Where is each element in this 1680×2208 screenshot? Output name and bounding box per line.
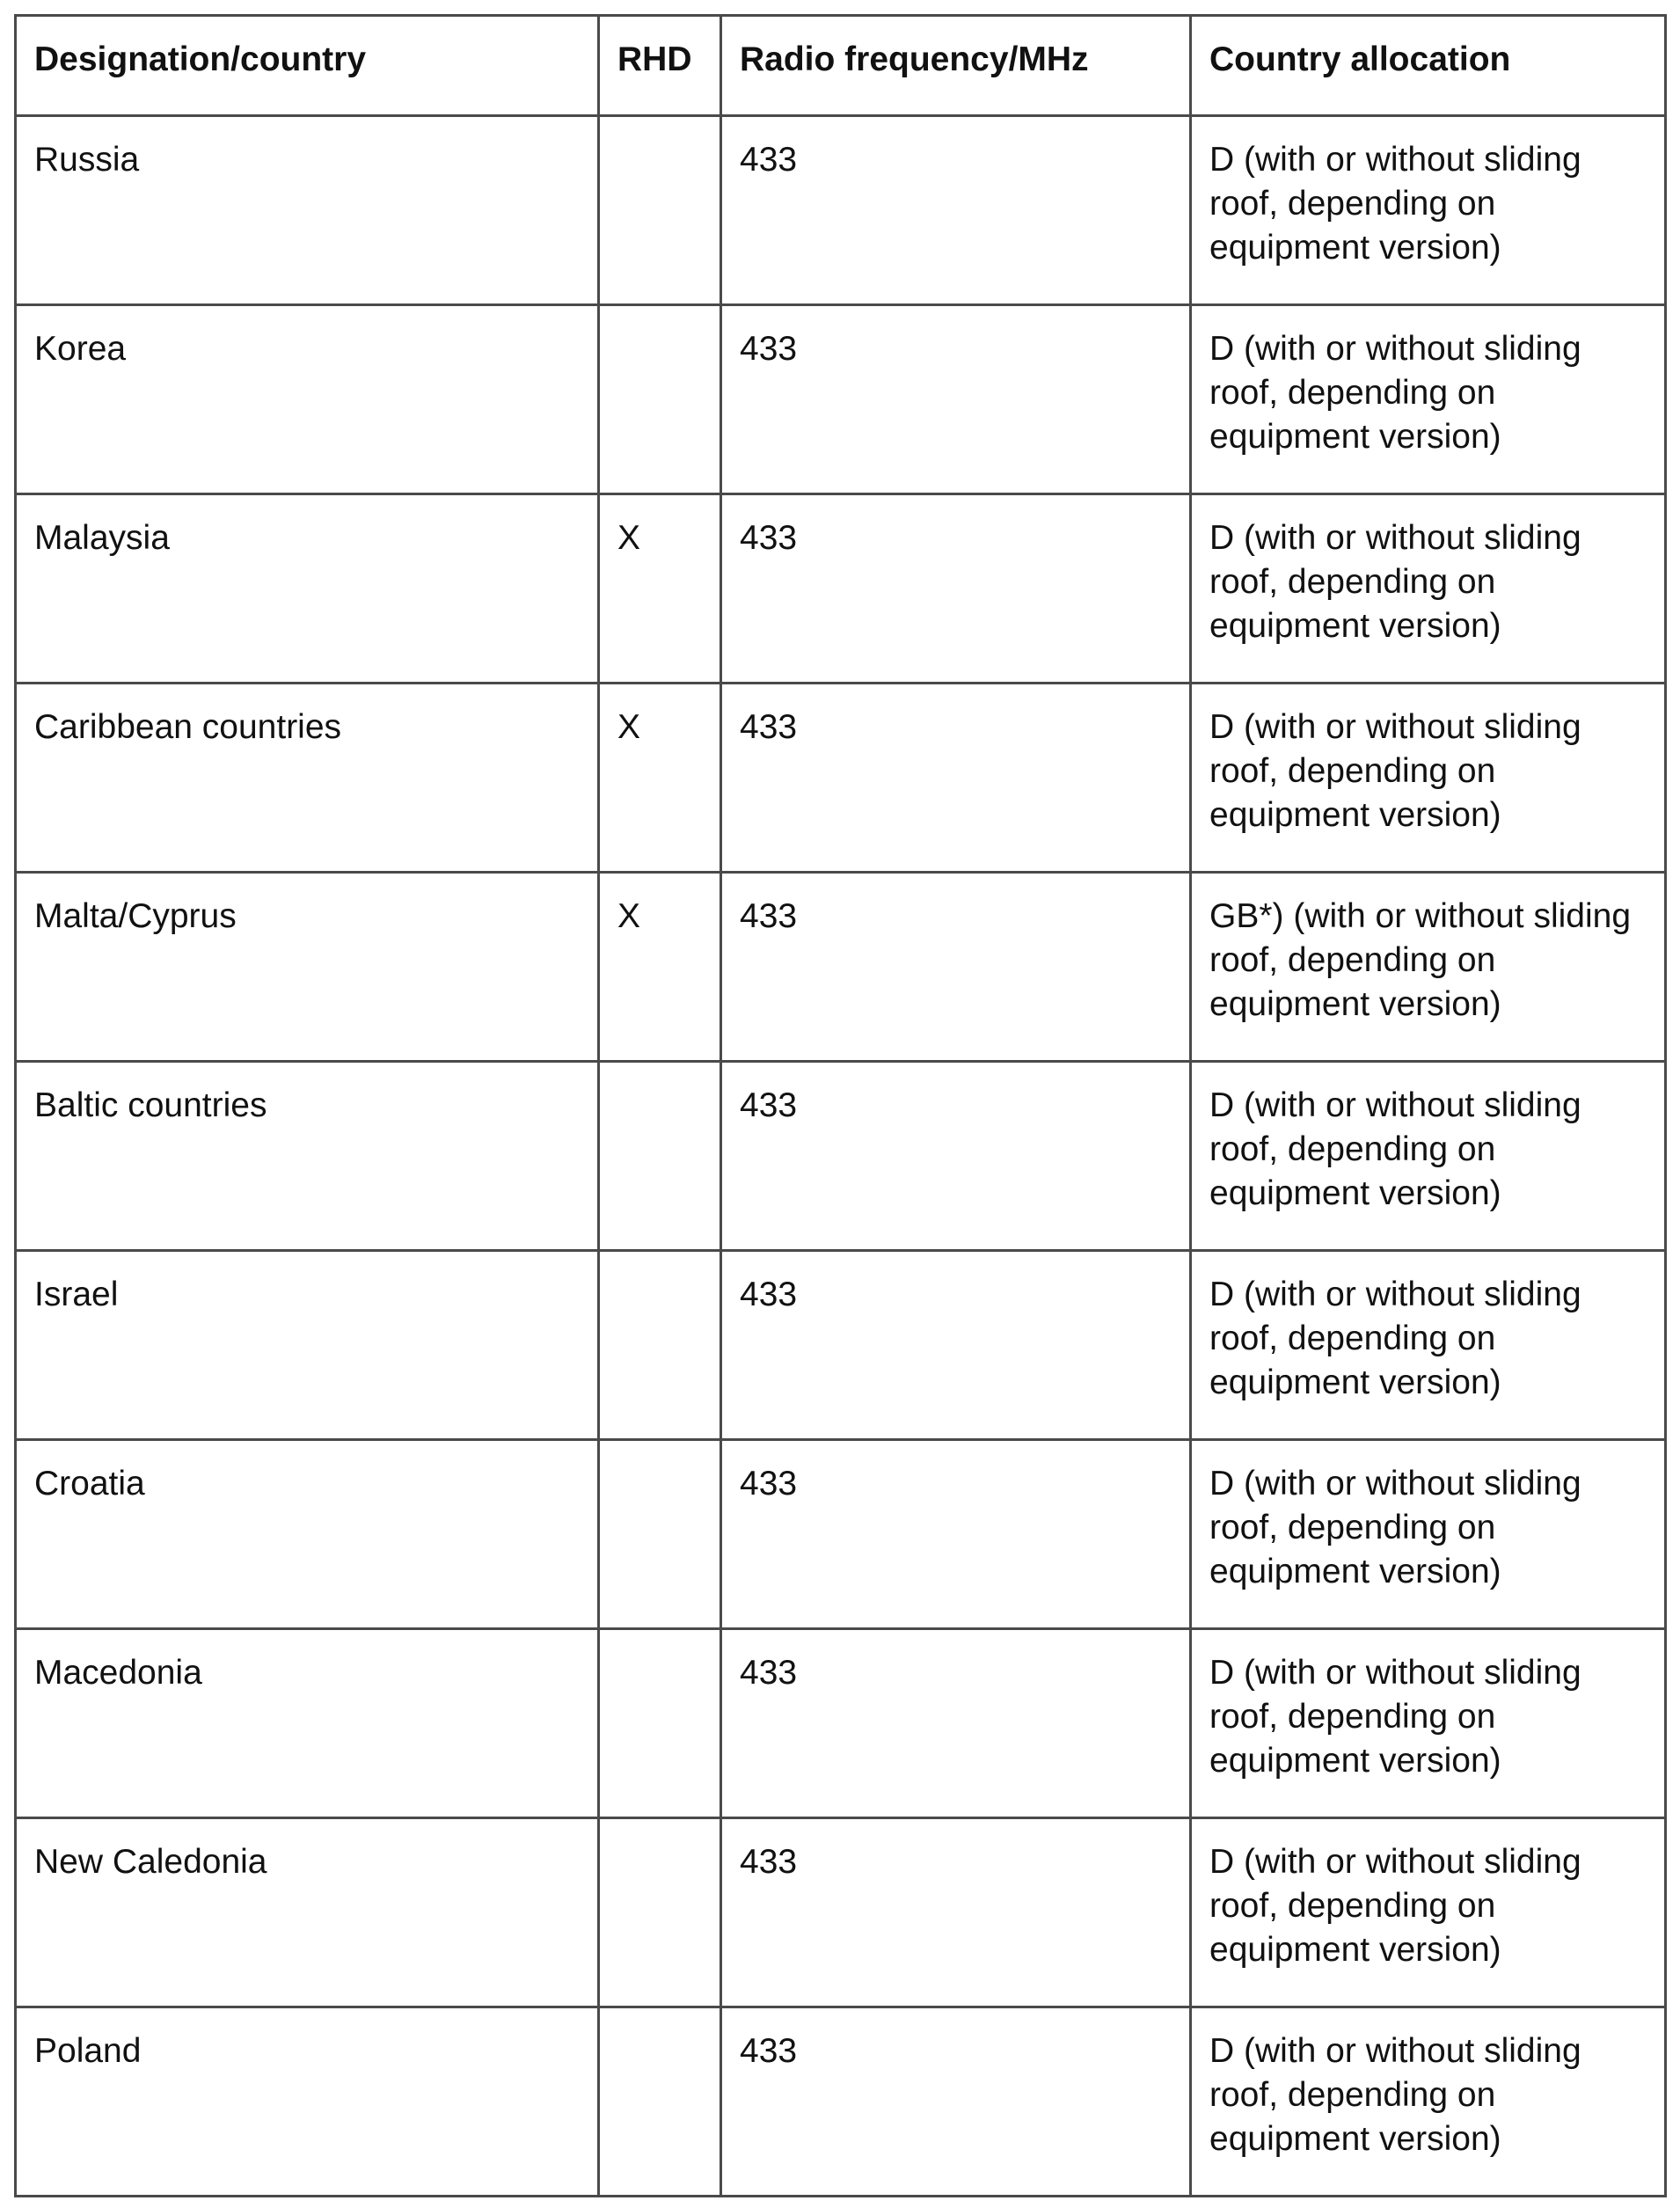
cell-allocation: D (with or without sliding roof, depending on equipment version) (1191, 1062, 1666, 1251)
cell-allocation: D (with or without sliding roof, depending on equipment version) (1191, 684, 1666, 873)
cell-designation: Caribbean countries (16, 684, 599, 873)
cell-frequency: 433 (721, 116, 1191, 305)
cell-frequency: 433 (721, 494, 1191, 684)
header-rhd: RHD (599, 16, 721, 116)
cell-frequency: 433 (721, 1251, 1191, 1440)
cell-allocation: D (with or without sliding roof, depending on equipment version) (1191, 1629, 1666, 1818)
cell-rhd (599, 1440, 721, 1629)
cell-rhd: X (599, 494, 721, 684)
table-row (16, 684, 1666, 873)
cell-rhd (599, 1629, 721, 1818)
cell-rhd (599, 1251, 721, 1440)
header-allocation: Country allocation (1191, 16, 1666, 116)
cell-frequency: 433 (721, 1818, 1191, 2007)
cell-allocation: D (with or without sliding roof, depending on equipment version) (1191, 2007, 1666, 2197)
cell-rhd (599, 2007, 721, 2197)
cell-allocation: GB*) (with or without sliding roof, depending on equipment version) (1191, 873, 1666, 1062)
cell-frequency: 433 (721, 1629, 1191, 1818)
table-row (16, 1251, 1666, 1440)
table-row (16, 116, 1666, 305)
cell-rhd: X (599, 684, 721, 873)
header-frequency: Radio frequency/MHz (721, 16, 1191, 116)
cell-rhd: X (599, 873, 721, 1062)
header-designation: Designation/country (16, 16, 599, 116)
cell-frequency: 433 (721, 2007, 1191, 2197)
cell-frequency: 433 (721, 305, 1191, 494)
cell-allocation: D (with or without sliding roof, depending on equipment version) (1191, 1818, 1666, 2007)
table-body (16, 116, 1666, 2197)
cell-frequency: 433 (721, 684, 1191, 873)
cell-allocation: D (with or without sliding roof, depending on equipment version) (1191, 1251, 1666, 1440)
cell-designation: Poland (16, 2007, 599, 2197)
cell-designation: Macedonia (16, 1629, 599, 1818)
cell-allocation: D (with or without sliding roof, depending on equipment version) (1191, 305, 1666, 494)
table-row (16, 2007, 1666, 2197)
table-row (16, 1062, 1666, 1251)
cell-designation: Croatia (16, 1440, 599, 1629)
cell-designation: Russia (16, 116, 599, 305)
header-row (16, 16, 1666, 116)
table-row (16, 1440, 1666, 1629)
cell-designation: Israel (16, 1251, 599, 1440)
cell-designation: New Caledonia (16, 1818, 599, 2007)
table-row (16, 1818, 1666, 2007)
cell-frequency: 433 (721, 1440, 1191, 1629)
cell-frequency: 433 (721, 873, 1191, 1062)
cell-designation: Baltic countries (16, 1062, 599, 1251)
cell-allocation: D (with or without sliding roof, depending on equipment version) (1191, 494, 1666, 684)
table-row (16, 305, 1666, 494)
table-row (16, 494, 1666, 684)
cell-allocation: D (with or without sliding roof, depending on equipment version) (1191, 1440, 1666, 1629)
cell-frequency: 433 (721, 1062, 1191, 1251)
cell-rhd (599, 116, 721, 305)
cell-allocation: D (with or without sliding roof, depending on equipment version) (1191, 116, 1666, 305)
table-header (16, 16, 1666, 116)
cell-rhd (599, 1818, 721, 2007)
table-row (16, 1629, 1666, 1818)
cell-rhd (599, 305, 721, 494)
country-allocation-table (14, 14, 1667, 2197)
table-row (16, 873, 1666, 1062)
cell-rhd (599, 1062, 721, 1251)
cell-designation: Korea (16, 305, 599, 494)
cell-designation: Malaysia (16, 494, 599, 684)
cell-designation: Malta/Cyprus (16, 873, 599, 1062)
